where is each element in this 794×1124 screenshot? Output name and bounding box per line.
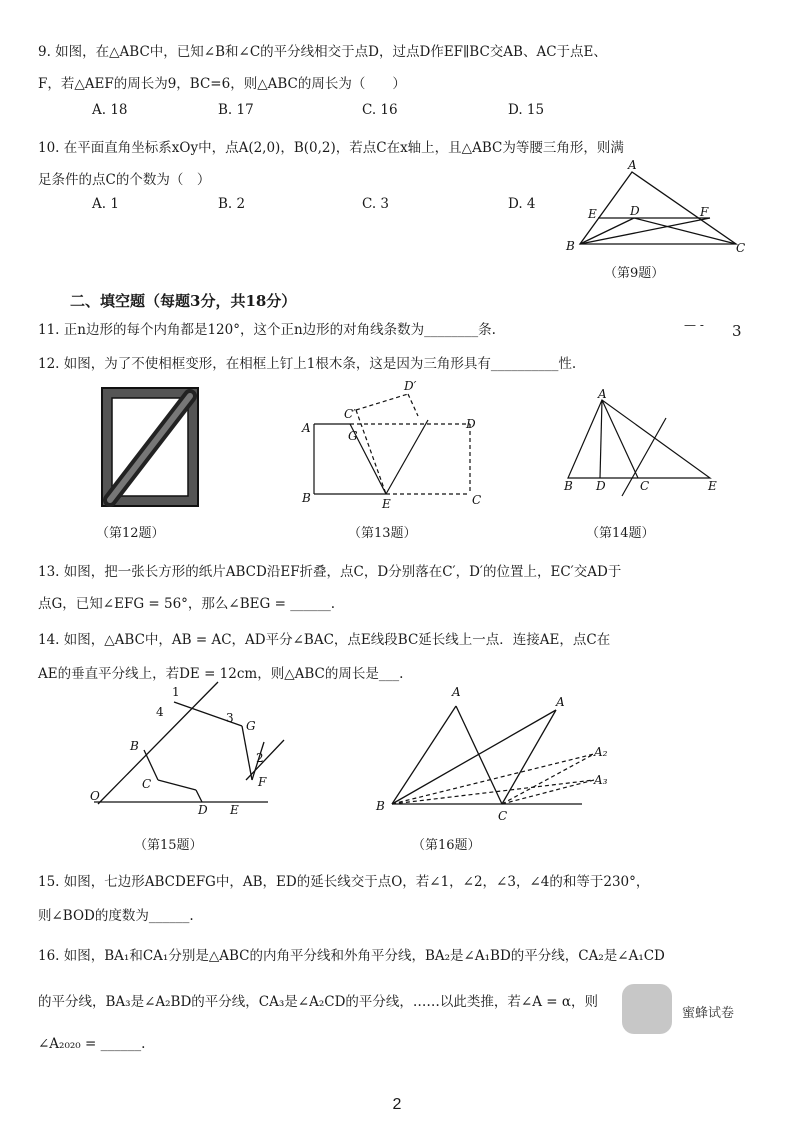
fig13-caption: （第13题） — [348, 526, 417, 541]
figure-9 — [560, 160, 760, 260]
fig9-caption: （第9题） — [604, 266, 665, 281]
fig16-label-a2: A₂ — [594, 745, 608, 759]
fig15-label-e: E — [230, 803, 239, 817]
q15-line2: 则∠BOD的度数为______. — [38, 908, 194, 924]
q9-option-a: A. 18 — [92, 102, 128, 118]
q10-option-d: D. 4 — [508, 196, 536, 212]
q16-line1: 16. 如图，BA₁和CA₁分别是△ABC的内角平分线和外角平分线，BA₂是∠A₁BD的平分线，CA₂是∠A₁CD — [38, 948, 665, 964]
section-2-title: 二、填空题（每题3分，共18分） — [70, 292, 297, 310]
q15-line1: 15. 如图，七边形ABCDEFG中，AB，ED的延长线交于点O，若∠1，∠2，∠3，∠4的和等于230°， — [38, 874, 650, 890]
fig15-label-3: 3 — [226, 711, 234, 725]
q16-line2: 的平分线，BA₃是∠A₂BD的平分线，CA₃是∠A₂CD的平分线，……以此类推，若∠A = α，则 — [38, 994, 598, 1010]
fig15-label-4: 4 — [156, 705, 164, 719]
watermark-text: 蜜蜂试卷 — [682, 1006, 735, 1021]
fig15-label-f: F — [258, 775, 267, 789]
fig16-label-a3: A₃ — [594, 773, 608, 787]
fig16-label-a1: A — [556, 695, 565, 709]
figure-14 — [560, 386, 730, 496]
fig14-label-c: C — [640, 479, 650, 493]
q10-option-c: C. 3 — [362, 196, 390, 212]
fig9-label-c: C — [736, 241, 746, 255]
q10-option-a: A. 1 — [92, 196, 119, 212]
fig16-label-b: B — [376, 799, 385, 813]
fig9-label-d: D — [630, 204, 640, 218]
fig13-label-cprime: C′ — [344, 407, 356, 421]
q11-text: 11. 正n边形的每个内角都是120°，这个正n边形的对角线条数为________条. — [38, 322, 496, 338]
fig14-label-a: A — [598, 387, 607, 401]
fig12-caption: （第12题） — [96, 526, 165, 541]
q13-line1: 13. 如图，把一张长方形的纸片ABCD沿EF折叠，点C，D分别落在C′，D′的位置上，EC′交AD于 — [38, 564, 622, 580]
fig15-label-c: C — [142, 777, 152, 791]
fig9-label-f: F — [700, 205, 709, 219]
fig15-label-1: 1 — [172, 685, 180, 699]
q13-line2: 点G，已知∠EFG = 56°，那么∠BEG = ______. — [38, 596, 335, 612]
figure-15 — [88, 680, 298, 820]
fig15-caption: （第15题） — [134, 838, 203, 853]
fig13-label-e: E — [382, 497, 391, 511]
q9-line1: 9. 如图，在△ABC中，已知∠B和∠C的平分线相交于点D，过点D作EF∥BC交AB、AC于点E、 — [38, 44, 607, 60]
q11-margin-dash: — - — [684, 318, 704, 332]
fig14-caption: （第14题） — [586, 526, 655, 541]
fig14-label-b: B — [564, 479, 573, 493]
fig13-label-c: C — [472, 493, 482, 507]
q10-line1: 10. 在平面直角坐标系xOy中，点A(2,0)，B(0,2)，若点C在x轴上，且△ABC为等腰三角形，则满 — [38, 140, 624, 156]
fig13-label-dprime: D′ — [404, 379, 417, 393]
q9-line2: F，若△AEF的周长为9，BC=6，则△ABC的周长为（ ） — [38, 76, 406, 92]
figure-16 — [372, 684, 612, 824]
q9-option-b: B. 17 — [218, 102, 254, 118]
figure-13 — [300, 380, 500, 510]
fig13-label-d: D — [466, 417, 476, 431]
fig9-label-a: A — [628, 158, 637, 172]
fig15-label-d: D — [198, 803, 208, 817]
fig16-label-a: A — [452, 685, 461, 699]
q14-line2: AE的垂直平分线上，若DE = 12cm，则△ABC的周长是___. — [38, 666, 404, 682]
fig9-label-e: E — [588, 207, 597, 221]
fig13-label-g: G — [348, 429, 358, 443]
q14-line1: 14. 如图，△ABC中，AB = AC，AD平分∠BAC，点E线段BC延长线上一点．连接AE，点C在 — [38, 632, 611, 648]
fig16-caption: （第16题） — [412, 838, 481, 853]
fig14-label-e: E — [708, 479, 717, 493]
q9-option-c: C. 16 — [362, 102, 398, 118]
fig13-label-b: B — [302, 491, 311, 505]
fig9-label-b: B — [566, 239, 575, 253]
page-number: 2 — [392, 1096, 402, 1113]
q9-option-d: D. 15 — [508, 102, 545, 118]
fig13-label-a: A — [302, 421, 311, 435]
fig15-label-g: G — [246, 719, 256, 733]
q16-line3: ∠A₂₀₂₀ = ______. — [38, 1036, 146, 1052]
fig15-label-2: 2 — [256, 751, 264, 765]
q10-line2: 足条件的点C的个数为（ ） — [38, 172, 211, 188]
fig16-label-c: C — [498, 809, 508, 823]
watermark-logo — [622, 984, 672, 1034]
fig14-label-d: D — [596, 479, 606, 493]
figure-12 — [100, 386, 200, 510]
fig15-label-b: B — [130, 739, 139, 753]
fig15-label-o: O — [90, 789, 100, 803]
q12-text: 12. 如图，为了不使相框变形，在相框上钉上1根木条，这是因为三角形具有__________性. — [38, 356, 577, 372]
q10-option-b: B. 2 — [218, 196, 246, 212]
q11-margin-note: 3 — [732, 322, 742, 340]
